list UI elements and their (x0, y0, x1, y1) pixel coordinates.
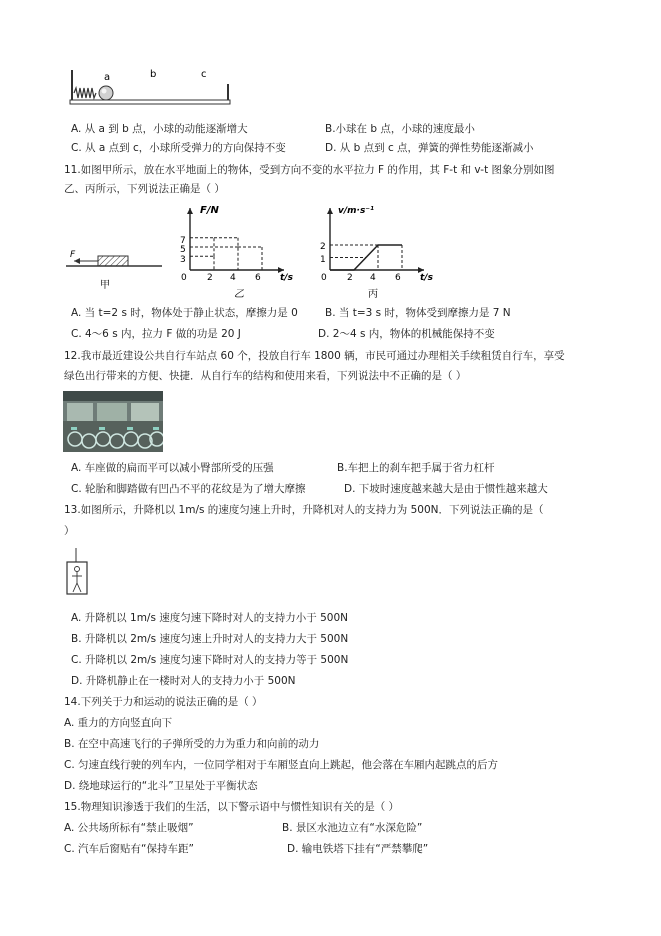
q12-option-c: C. 轮胎和脚踏做有凹凸不平的花纹是为了增大摩擦 (71, 483, 306, 495)
q12-stem-line2: 绿色出行带来的方便、快捷．从自行车的结构和使用来看，下列说法中不正确的是（ ） (64, 370, 467, 382)
q14-stem: 14.下列关于力和运动的说法正确的是（ ） (64, 696, 263, 708)
q13-option-a: A. 升降机以 1m/s 速度匀速下降时对人的支持力小于 500N (71, 612, 348, 624)
q10-label-a: a (104, 72, 111, 83)
q14-option-a: A. 重力的方向竖直向下 (64, 717, 173, 729)
q10-option-b: B.小球在 b 点，小球的速度最小 (325, 123, 475, 135)
yi-y-arrow (187, 208, 193, 214)
q10-label-b: b (150, 69, 157, 80)
q14-option-d: D. 绕地球运行的“北斗”卫星处于平衡状态 (64, 780, 258, 792)
q10-option-a: A. 从 a 到 b 点，小球的动能逐渐增大 (71, 123, 248, 135)
q11-option-a: A. 当 t=2 s 时，物体处于静止状态，摩擦力是 0 (71, 307, 298, 319)
bing-y-arrow (327, 208, 333, 214)
yi-ytick-5: 5 (180, 245, 186, 255)
q13-stem-line2: ） (64, 525, 75, 537)
bing-ytick-2: 2 (320, 242, 326, 252)
q10-option-d: D. 从 b 点到 c 点，弹簧的弹性势能逐渐减小 (325, 142, 534, 154)
yi-xtick-4: 4 (230, 273, 236, 283)
q15-option-c: C. 汽车后窗贴有“保持车距” (64, 843, 194, 855)
q11-option-b: B. 当 t=3 s 时，物体受到摩擦力是 7 N (325, 307, 511, 319)
yi-ytick-7: 7 (180, 236, 186, 246)
q11-caption-yi: 乙 (234, 289, 244, 300)
q13-option-d: D. 升降机静止在一楼时对人的支持力小于 500N (71, 675, 296, 687)
q13-elevator-figure (64, 548, 94, 600)
yi-xtick-6: 6 (255, 273, 261, 283)
q14-option-c: C. 匀速直线行驶的列车内，一位同学相对于车厢竖直向上跳起，他会落在车厢内起跳点的后方 (64, 759, 499, 771)
yi-ytick-3: 3 (180, 255, 186, 265)
q12-option-b: B.车把上的刹车把手属于省力杠杆 (337, 462, 495, 474)
q11-chart-yi (172, 200, 302, 300)
bing-xtick-0: 0 (321, 273, 327, 283)
bing-ytick-1: 1 (320, 255, 326, 265)
bing-ylabel: v/m·s⁻¹ (338, 206, 374, 216)
q15-option-d: D. 输电铁塔下挂有“严禁攀爬” (287, 843, 429, 855)
q11-option-c: C. 4～6 s 内，拉力 F 做的功是 20 J (71, 328, 241, 340)
q15-option-b: B. 景区水池边立有“水深危险” (282, 822, 423, 834)
q15-option-a: A. 公共场所标有“禁止吸烟” (64, 822, 194, 834)
yi-ylabel: F/N (200, 205, 219, 216)
q13-option-b: B. 升降机以 2m/s 速度匀速上升时对人的支持力大于 500N (71, 633, 349, 645)
q11-caption-jia: 甲 (100, 280, 110, 291)
yi-xtick-2: 2 (207, 273, 213, 283)
bing-xlabel: t/s (420, 273, 433, 283)
q11-caption-bing: 丙 (368, 289, 378, 300)
q10-label-c: c (201, 69, 207, 80)
yi-xlabel: t/s (280, 273, 293, 283)
q12-bicycle-photo (63, 391, 163, 452)
bing-xtick-6: 6 (395, 273, 401, 283)
q11-stem-line1: 11.如图甲所示，放在水平地面上的物体，受到方向不变的水平拉力 F 的作用，其 F-t 和 v-t 图象分别如图 (64, 164, 555, 176)
q11-force-label: F (70, 250, 76, 260)
q14-option-b: B. 在空中高速飞行的子弹所受的力为重力和向前的动力 (64, 738, 320, 750)
q13-stem-line1: 13.如图所示，升降机以 1m/s 的速度匀速上升时，升降机对人的支持力为 500N．下列说法正确的是（ (64, 504, 544, 516)
q13-option-c: C. 升降机以 2m/s 速度匀速下降时对人的支持力等于 500N (71, 654, 349, 666)
q11-option-d: D. 2～4 s 内，物体的机械能保持不变 (318, 328, 495, 340)
q10-spring-figure (64, 64, 234, 112)
bing-xtick-4: 4 (370, 273, 376, 283)
q11-figure-jia (64, 244, 164, 292)
q12-option-d: D. 下坡时速度越来越大是由于惯性越来越大 (344, 483, 548, 495)
q12-stem-line1: 12.我市最近建设公共自行车站点 60 个，投放自行车 1800 辆，市民可通过办理相关手续租赁自行车，享受 (64, 350, 565, 362)
bing-xtick-2: 2 (347, 273, 353, 283)
q11-chart-bing (312, 200, 442, 300)
q15-stem: 15.物理知识渗透于我们的生活，以下警示语中与惯性知识有关的是（ ） (64, 801, 400, 813)
q11-stem-line2: 乙、丙所示，下列说法正确是（ ） (64, 183, 225, 195)
q12-option-a: A. 车座做的扁而平可以减小臀部所受的压强 (71, 462, 274, 474)
q10-option-c: C. 从 a 点到 c，小球所受弹力的方向保持不变 (71, 142, 286, 154)
yi-xtick-0: 0 (181, 273, 187, 283)
